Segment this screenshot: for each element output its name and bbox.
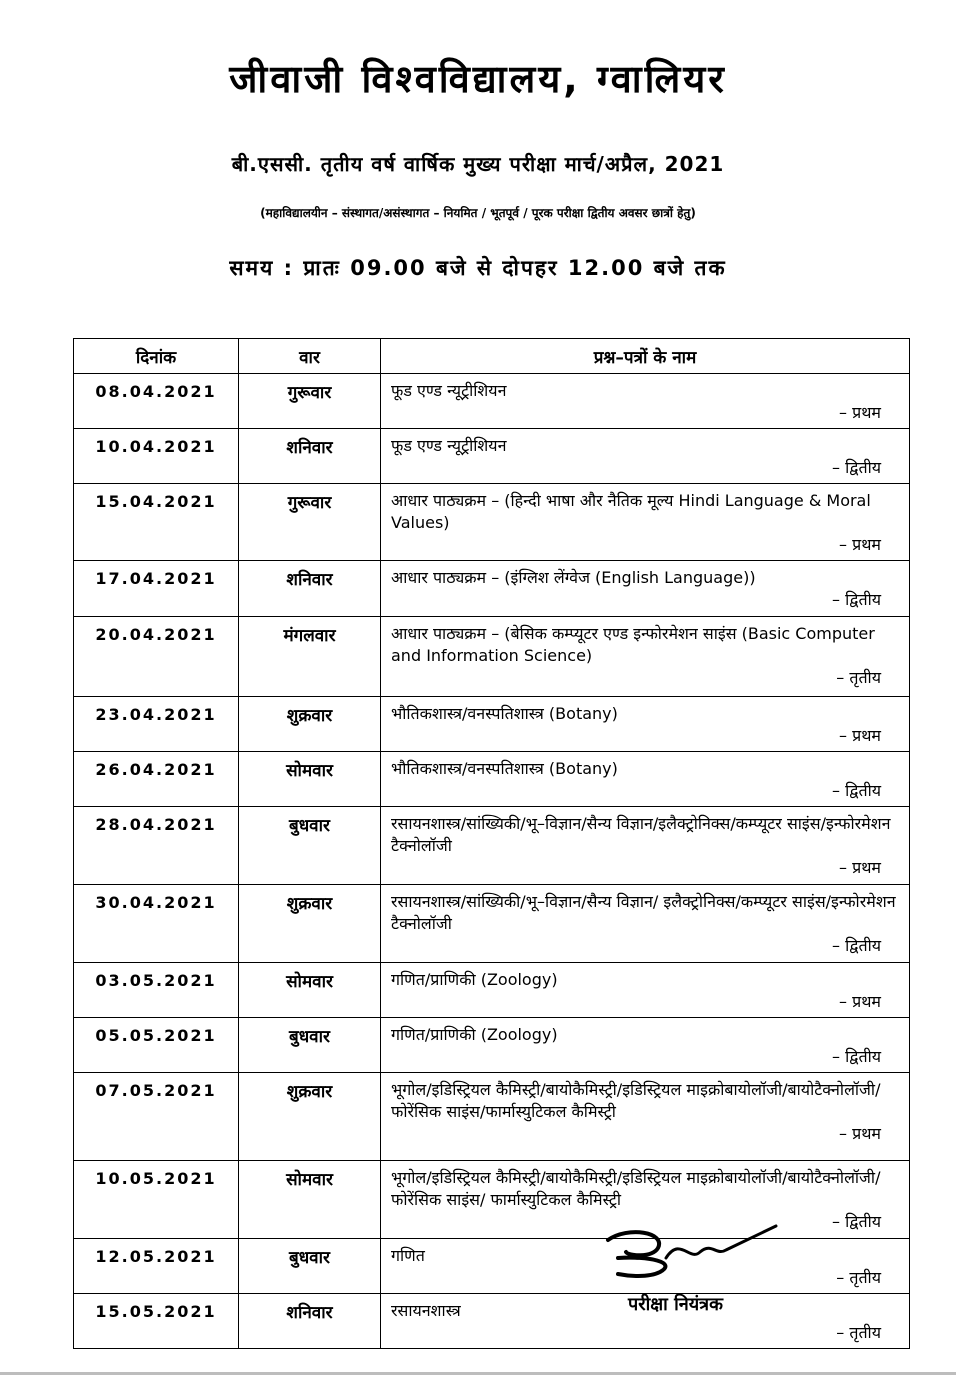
paper-subject: फूड एण्ड न्यूट्रीशियन <box>391 436 507 455</box>
exam-date: 30.04.2021 <box>74 885 239 963</box>
paper-subject: भूगोल/इडिस्ट्रियल कैमिस्ट्री/बायोकैमिस्ट्री/इडिस्ट्रियल माइक्रोबायोलॉजी/बायोटैक्नोलॉजी/फोरेंसिक साइंस/फार्मास्युटिकल कैमिस्ट्री <box>391 1080 881 1121</box>
paper-name-cell <box>381 617 910 697</box>
table-row <box>74 429 910 484</box>
exam-day: बुधवार <box>239 1018 381 1073</box>
exam-day: बुधवार <box>239 1239 381 1294</box>
column-header-day: वार <box>239 339 381 374</box>
exam-date: 10.05.2021 <box>74 1161 239 1239</box>
paper-subject: आधार पाठ्यक्रम – (इंग्लिश लेंग्वेज (English Language)) <box>391 568 756 587</box>
paper-subject: रसायनशास्त्र <box>391 1301 461 1320</box>
paper-number: – द्वितीय <box>832 936 881 955</box>
exam-date: 17.04.2021 <box>74 561 239 617</box>
exam-day: गुरूवार <box>239 374 381 429</box>
signature-scribble <box>588 1218 788 1288</box>
table-row <box>74 1018 910 1073</box>
table-row <box>74 617 910 697</box>
paper-name-cell <box>381 561 910 617</box>
paper-number: – द्वितीय <box>832 1047 881 1066</box>
column-header-date: दिनांक <box>74 339 239 374</box>
paper-name-cell <box>381 885 910 963</box>
exam-day: शनिवार <box>239 429 381 484</box>
paper-name-cell <box>381 1073 910 1161</box>
paper-number: – तृतीय <box>836 1268 881 1287</box>
paper-name-cell <box>381 484 910 561</box>
exam-day: गुरूवार <box>239 484 381 561</box>
paper-subject: गणित <box>391 1246 425 1265</box>
table-row <box>74 484 910 561</box>
exam-day: मंगलवार <box>239 617 381 697</box>
exam-day: सोमवार <box>239 1161 381 1239</box>
exam-date: 20.04.2021 <box>74 617 239 697</box>
paper-number: – प्रथम <box>839 403 881 422</box>
exam-date: 12.05.2021 <box>74 1239 239 1294</box>
paper-name-cell <box>381 807 910 885</box>
paper-number: – तृतीय <box>836 1323 881 1342</box>
paper-subject: गणित/प्राणिकी (Zoology) <box>391 970 558 989</box>
exam-note: (महाविद्यालयीन – संस्थागत/असंस्थागत – नियमित / भूतपूर्व / पूरक परीक्षा द्वितीय अवसर छात्रों हेतु) <box>260 206 696 220</box>
exam-date: 15.04.2021 <box>74 484 239 561</box>
exam-day: शनिवार <box>239 1294 381 1349</box>
paper-number: – प्रथम <box>839 535 881 554</box>
paper-subject: गणित/प्राणिकी (Zoology) <box>391 1025 558 1044</box>
table-row <box>74 561 910 617</box>
paper-number: – प्रथम <box>839 858 881 877</box>
timetable <box>73 338 910 1349</box>
table-row <box>74 807 910 885</box>
university-title: जीवाजी विश्वविद्यालय, ग्वालियर <box>229 57 727 101</box>
table-header-row <box>74 339 910 374</box>
paper-number: – प्रथम <box>839 726 881 745</box>
exam-timing: समय : प्रातः 09.00 बजे से दोपहर 12.00 बजे तक <box>229 256 727 280</box>
paper-number: – द्वितीय <box>832 1212 881 1231</box>
table-row <box>74 1294 910 1349</box>
exam-date: 23.04.2021 <box>74 697 239 752</box>
table-row <box>74 1073 910 1161</box>
exam-day: सोमवार <box>239 963 381 1018</box>
paper-name-cell <box>381 429 910 484</box>
paper-subject: भूगोल/इडिस्ट्रियल कैमिस्ट्री/बायोकैमिस्ट्री/इडिस्ट्रियल माइक्रोबायोलॉजी/बायोटैक्नोलॉजी/फोरेंसिक साइंस/ फार्मास्युटिकल कैमिस्ट्री <box>391 1168 881 1209</box>
paper-subject: आधार पाठ्यक्रम – (हिन्दी भाषा और नैतिक मूल्य Hindi Language & Moral Values) <box>391 491 871 532</box>
table-row <box>74 885 910 963</box>
exam-date: 10.04.2021 <box>74 429 239 484</box>
paper-name-cell <box>381 963 910 1018</box>
paper-name-cell <box>381 374 910 429</box>
paper-name-cell <box>381 752 910 807</box>
table-row <box>74 374 910 429</box>
signature-designation: परीक्षा नियंत्रक <box>628 1294 723 1315</box>
paper-number: – प्रथम <box>839 992 881 1011</box>
exam-day: शनिवार <box>239 561 381 617</box>
paper-name-cell <box>381 1018 910 1073</box>
paper-number: – द्वितीय <box>832 590 881 609</box>
paper-number: – द्वितीय <box>832 458 881 477</box>
paper-number: – द्वितीय <box>832 781 881 800</box>
exam-date: 15.05.2021 <box>74 1294 239 1349</box>
paper-number: – प्रथम <box>839 1124 881 1143</box>
exam-date: 05.05.2021 <box>74 1018 239 1073</box>
page-bottom-edge <box>0 1372 956 1375</box>
exam-date: 28.04.2021 <box>74 807 239 885</box>
paper-subject: भौतिकशास्त्र/वनस्पतिशास्त्र (Botany) <box>391 759 618 778</box>
exam-day: सोमवार <box>239 752 381 807</box>
paper-subject: फूड एण्ड न्यूट्रीशियन <box>391 381 507 400</box>
exam-date: 26.04.2021 <box>74 752 239 807</box>
exam-day: शुक्रवार <box>239 697 381 752</box>
exam-title: बी.एससी. तृतीय वर्ष वार्षिक मुख्य परीक्षा मार्च/अप्रैल, 2021 <box>231 152 725 176</box>
column-header-papers: प्रश्न–पत्रों के नाम <box>381 339 910 374</box>
paper-subject: भौतिकशास्त्र/वनस्पतिशास्त्र (Botany) <box>391 704 618 723</box>
exam-date: 03.05.2021 <box>74 963 239 1018</box>
table-row <box>74 697 910 752</box>
table-row <box>74 752 910 807</box>
paper-subject: रसायनशास्त्र/सांख्यिकी/भू–विज्ञान/सैन्य विज्ञान/ इलैक्ट्रोनिक्स/कम्प्यूटर साइंस/इन्फोरमेशन टैक्नोलॉजी <box>391 892 896 933</box>
paper-number: – तृतीय <box>836 668 881 687</box>
exam-day: बुधवार <box>239 807 381 885</box>
paper-subject: रसायनशास्त्र/सांख्यिकी/भू–विज्ञान/सैन्य विज्ञान/इलैक्ट्रोनिक्स/कम्प्यूटर साइंस/इन्फोरमेशन टैक्नोलॉजी <box>391 814 891 855</box>
paper-subject: आधार पाठ्यक्रम – (बेसिक कम्प्यूटर एण्ड इन्फोरमेशन साइंस (Basic Computer and Information Science) <box>391 624 875 665</box>
paper-name-cell <box>381 697 910 752</box>
timetable-body <box>74 374 910 1349</box>
exam-date: 08.04.2021 <box>74 374 239 429</box>
exam-day: शुक्रवार <box>239 885 381 963</box>
exam-date: 07.05.2021 <box>74 1073 239 1161</box>
table-row <box>74 963 910 1018</box>
exam-day: शुक्रवार <box>239 1073 381 1161</box>
